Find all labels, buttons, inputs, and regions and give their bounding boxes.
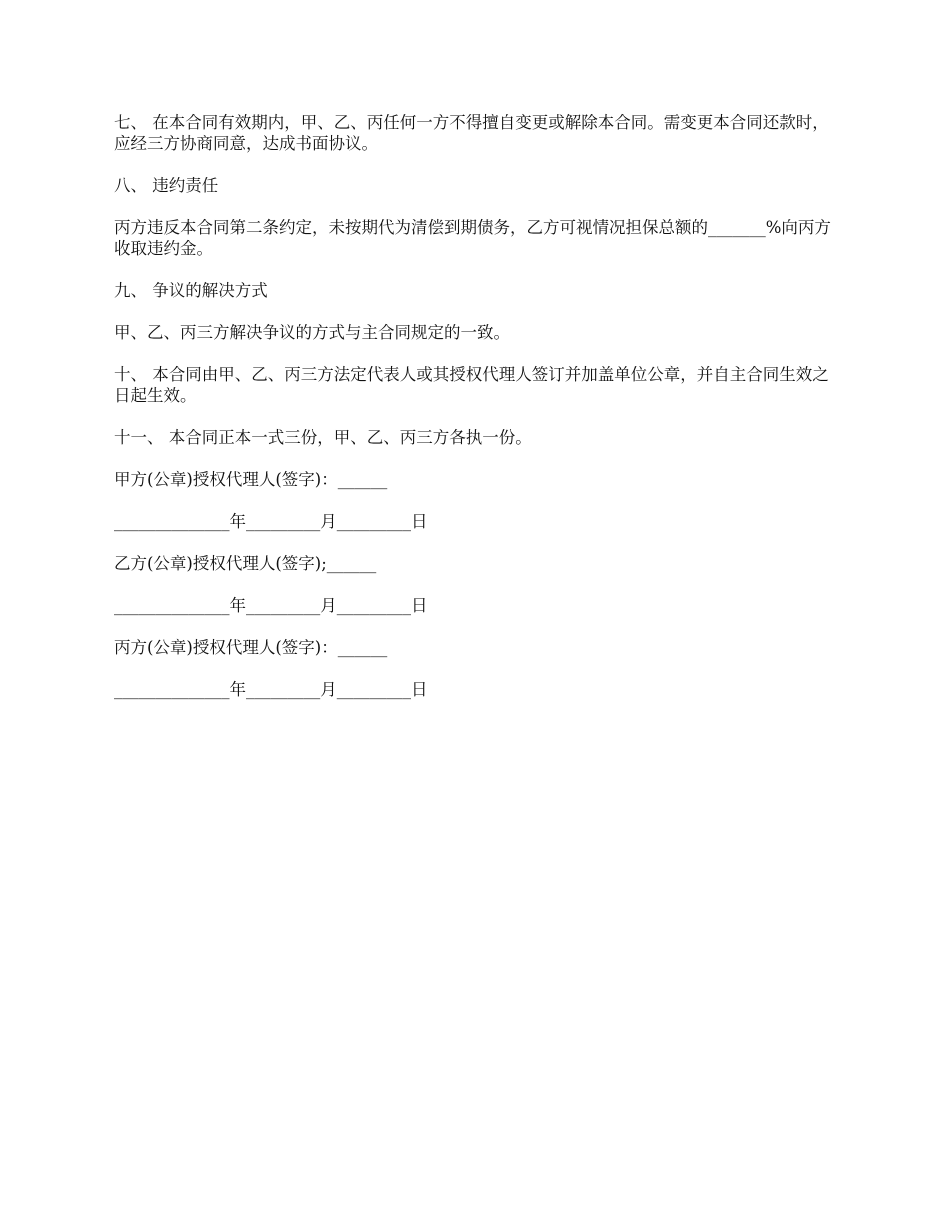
- signature-party-b: 乙方(公章)授权代理人(签字);______: [114, 554, 377, 573]
- clause-8-heading: 八、 违约责任: [114, 176, 219, 195]
- signature-party-c: 丙方(公章)授权代理人(签字)：______: [114, 638, 388, 657]
- clause-9-text: 甲、乙、丙三方解决争议的方式与主合同规定的一致。: [114, 323, 510, 342]
- signature-date-b: ______________年_________月_________日: [114, 596, 428, 615]
- clause-10: 十、 本合同由甲、乙、丙三方法定代表人或其授权代理人签订并加盖单位公章，并自主合同生效之日起生效。: [114, 365, 829, 405]
- clause-11: 十一、 本合同正本一式三份，甲、乙、丙三方各执一份。: [114, 428, 532, 447]
- signature-date-a: ______________年_________月_________日: [114, 512, 428, 531]
- signature-party-a: 甲方(公章)授权代理人(签字)：______: [114, 470, 388, 489]
- document-body: [114, 112, 844, 721]
- signature-date-c: ______________年_________月_________日: [114, 680, 428, 699]
- clause-8-text: 丙方违反本合同第二条约定，未按期代为清偿到期债务，乙方可视情况担保总额的_______%向丙方收取违约金。: [114, 218, 831, 258]
- clause-7: 七、 在本合同有效期内，甲、乙、丙任何一方不得擅自变更或解除本合同。需变更本合同还款时，应经三方协商同意，达成书面协议。: [114, 113, 829, 153]
- clause-9-heading: 九、 争议的解决方式: [114, 281, 268, 300]
